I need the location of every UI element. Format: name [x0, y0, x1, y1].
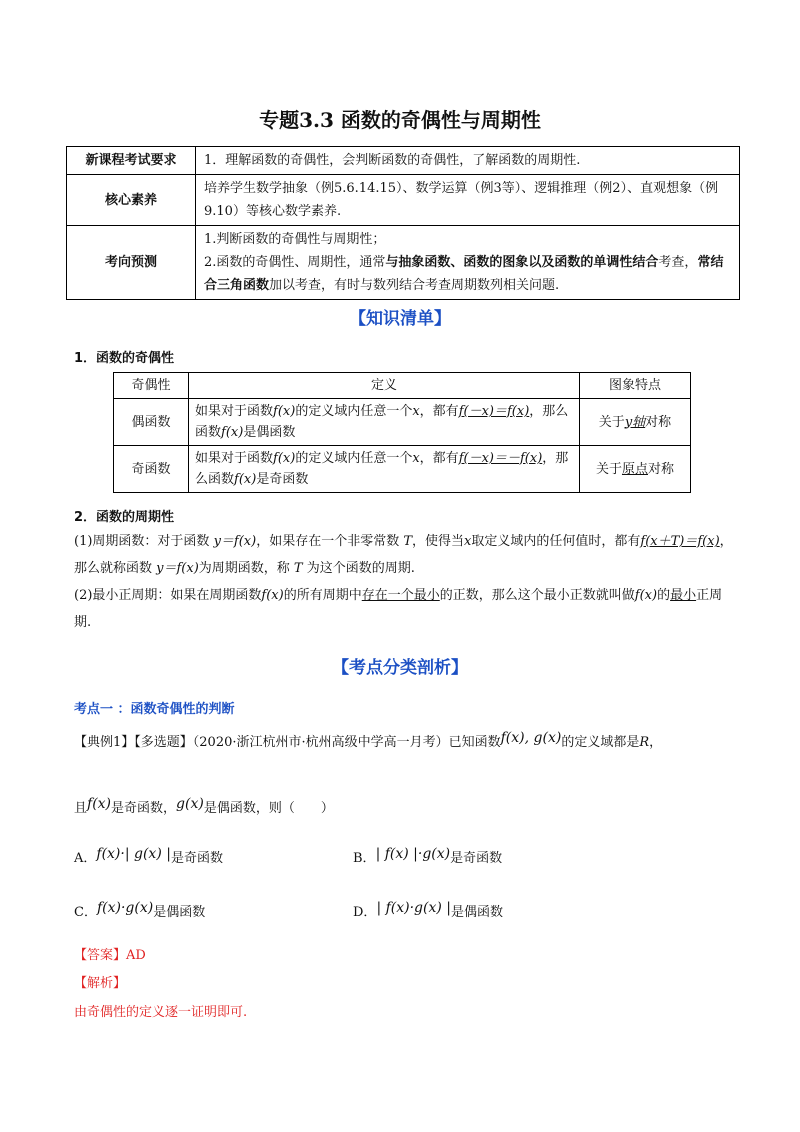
text-span: 取定义域内的任何值时，都有	[471, 534, 641, 549]
text-span: 如果对于函数	[195, 404, 274, 419]
text-span: 如果对于函数	[195, 451, 274, 466]
math-span: f(x)	[634, 588, 658, 603]
row-header: 考向预测	[67, 226, 196, 300]
math-span: R	[639, 735, 650, 750]
row-content: 培养学生数学抽象（例5.6.14.15）、数学运算（例3等）、逻辑推理（例2）、直观想象（例9.10）等核心数学素养.	[196, 175, 740, 226]
math-span: f(x)	[273, 451, 296, 466]
option-a	[74, 846, 223, 866]
definition-cell	[189, 446, 580, 493]
text-span: 是偶函数	[451, 905, 504, 920]
text-span: 对称	[645, 414, 672, 430]
graph-cell	[580, 399, 691, 446]
bold-span: 与抽象函数、函数的图象以及函数的单调性结合	[385, 255, 659, 270]
option-label: B．	[353, 851, 376, 866]
text-span: ，都有	[419, 451, 459, 466]
table-row	[67, 175, 740, 226]
math-span: f(x)	[273, 404, 296, 419]
option-d	[353, 900, 503, 920]
text-span: 是偶函数	[153, 905, 206, 920]
text-span: 是奇函数，	[111, 801, 177, 816]
text-span: 的定义域内任意一个	[295, 451, 413, 466]
period-paragraph-1	[74, 528, 734, 582]
math-span: | f(x) |·g(x)	[375, 846, 451, 862]
math-span: f(x), g(x)	[500, 730, 562, 746]
row-header: 新课程考试要求	[67, 147, 196, 175]
type-cell: 奇函数	[114, 446, 189, 493]
text-span: 正周期.	[74, 588, 723, 630]
text-span: ，使得当	[412, 534, 465, 549]
underlined-span: 原点	[621, 461, 648, 477]
text-span: 为这个函数的周期.	[302, 561, 415, 576]
heading-period: 2．函数的周期性	[74, 510, 175, 525]
math-span: f(x)·| g(x) |	[96, 846, 171, 862]
math-span: x	[412, 451, 420, 466]
prediction-line-2	[204, 251, 731, 297]
text-span: 加以考查，有时与数列结合考查周期数列相关问题.	[269, 278, 560, 293]
math-span: f(x)	[87, 796, 112, 812]
math-span: y＝f(x)	[156, 561, 199, 576]
text-span: 是奇函数	[256, 472, 309, 487]
underlined-span: 最小	[670, 588, 697, 603]
option-label: A．	[74, 851, 97, 866]
text-span: 的	[657, 588, 671, 603]
text-span: 是奇函数	[170, 851, 223, 866]
math-span: f(x)	[261, 588, 284, 603]
text-span: ，那么函数	[195, 404, 569, 440]
underlined-span: y轴	[624, 414, 646, 430]
math-span: x	[464, 534, 472, 549]
option-b	[353, 846, 502, 866]
text-span: 2.函数的奇偶性、周期性，通常	[204, 255, 386, 270]
text-span: 的定义域都是	[561, 735, 640, 750]
math-span: f(x)	[221, 425, 244, 440]
math-span: | f(x)·g(x) |	[376, 900, 452, 916]
math-span: y＝f(x)	[213, 534, 257, 549]
section-knowledge: 【知识清单】	[349, 309, 451, 329]
text-span: ，那么就称函数	[74, 534, 733, 576]
row-content	[196, 226, 740, 300]
period-paragraph-2	[74, 582, 734, 636]
math-span: x	[412, 404, 420, 419]
option-label: C．	[74, 905, 97, 920]
math-span: T	[403, 534, 413, 549]
text-span: ，都有	[419, 404, 459, 419]
text-span: 是偶函数	[243, 425, 296, 440]
text-span: (1)周期函数：对于函数	[74, 534, 214, 549]
text-span: 是奇函数	[450, 851, 503, 866]
math-span: g(x)	[176, 796, 204, 812]
point-heading: 考点一 ：函数奇偶性的判断	[74, 702, 235, 717]
text-span: ，那么函数	[195, 451, 569, 487]
math-span: f(－x)＝f(x)	[458, 404, 530, 419]
row-header: 核心素养	[67, 175, 196, 226]
table-header-row	[114, 373, 691, 399]
analysis-label: 【解析】	[74, 976, 127, 991]
type-cell: 偶函数	[114, 399, 189, 446]
table-row	[67, 147, 740, 175]
text-span: 是偶函数，则（ ）	[203, 801, 334, 816]
table-row	[114, 446, 691, 493]
text-span: 为周期函数，称	[198, 561, 294, 576]
underlined-span: 存在一个最小	[361, 588, 440, 603]
text-span: 关于	[598, 414, 625, 430]
requirements-table	[66, 146, 740, 300]
text-span: (2)最小正周期：如果在周期函数	[74, 588, 262, 603]
math-span: f(x)·g(x)	[96, 900, 154, 916]
example-line-1	[74, 730, 662, 750]
analysis-text: 由奇偶性的定义逐一证明即可.	[74, 1005, 248, 1020]
option-c	[74, 900, 205, 920]
heading-parity: 1．函数的奇偶性	[74, 351, 175, 366]
table-row	[67, 226, 740, 300]
text-span: 考查，	[658, 255, 698, 270]
option-label: D．	[353, 905, 377, 920]
graph-cell	[580, 446, 691, 493]
bold-span: 常结合三角函数	[204, 255, 724, 293]
example-line-2	[74, 796, 334, 816]
row-content: 1．理解函数的奇偶性，会判断函数的奇偶性，了解函数的周期性.	[196, 147, 740, 175]
column-header: 定义	[189, 373, 580, 399]
text-span: 的定义域内任意一个	[295, 404, 413, 419]
text-span: ，	[649, 735, 663, 750]
prediction-line-1: 1.判断函数的奇偶性与周期性；	[204, 232, 386, 247]
column-header: 图象特点	[580, 373, 691, 399]
math-span: f(x＋T)＝f(x)	[640, 534, 720, 549]
column-header: 奇偶性	[114, 373, 189, 399]
math-span: f(－x)＝－f(x)	[458, 451, 543, 466]
definition-cell	[189, 399, 580, 446]
text-span: 关于	[595, 461, 622, 477]
text-span: 且	[74, 801, 88, 816]
table-row	[114, 399, 691, 446]
math-span: f(x)	[234, 472, 257, 487]
text-span: 的正数，那么这个最小正数就叫做	[439, 588, 635, 603]
math-span: T	[293, 561, 303, 576]
text-span: 对称	[648, 461, 675, 477]
section-analysis: 【考点分类剖析】	[332, 658, 468, 678]
text-span: 【典例1】【多选题】（2020·浙江杭州市·杭州高级中学高一月考）已知函数	[74, 735, 501, 750]
answer-line: 【答案】AD	[74, 948, 146, 963]
parity-table	[113, 372, 691, 493]
text-span: 的所有周期中	[283, 588, 362, 603]
page-title: 专题3.3 函数的奇偶性与周期性	[259, 108, 541, 132]
text-span: ，如果存在一个非零常数	[256, 534, 404, 549]
